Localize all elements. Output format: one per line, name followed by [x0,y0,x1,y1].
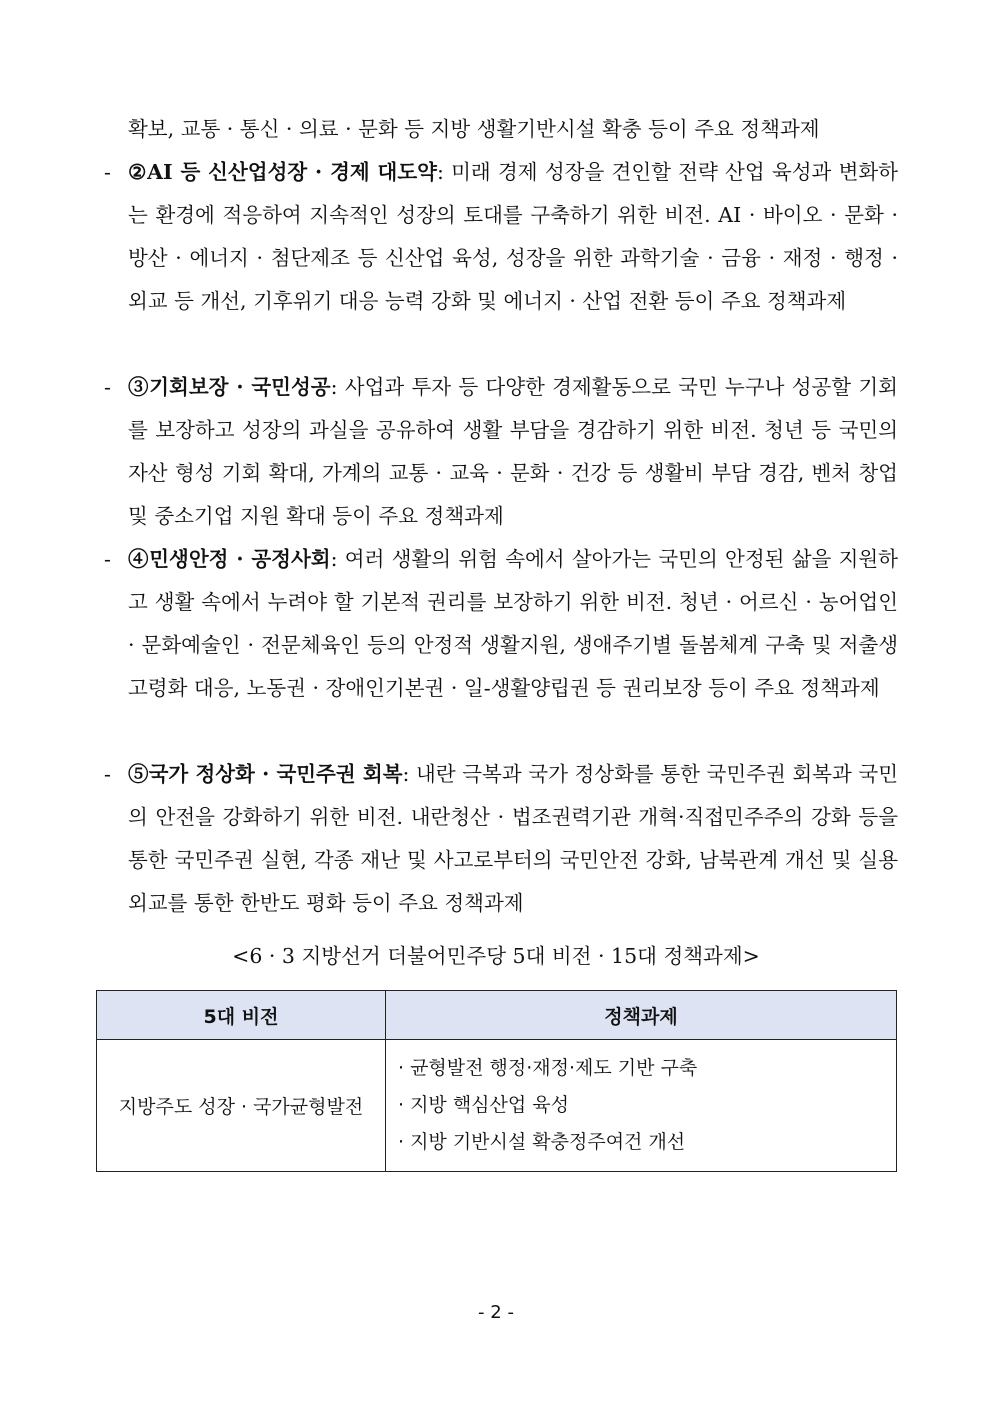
vision-item-3 [104,366,898,538]
vision-item-5 [104,753,898,925]
vision-table [96,990,897,1172]
item-dash: - [104,375,111,399]
table-row [97,1040,897,1172]
item-dash: - [104,762,111,786]
item-title: ③기회보장 · 국민성공 [128,375,331,399]
table-header-row [97,991,897,1040]
task-item: · 균형발전 행정·재정·제도 기반 구축 [398,1057,698,1079]
vision-item-4 [104,538,898,710]
vision-item-2 [104,151,898,323]
vision-cell: 지방주도 성장 · 국가균형발전 [97,1040,386,1172]
task-item: · 지방 기반시설 확충정주여건 개선 [398,1131,686,1153]
continuation-line: 확보, 교통 · 통신 · 의료 · 문화 등 지방 생활기반시설 확충 등이 주요 정책과제 [128,117,820,141]
table-caption: <6 · 3 지방선거 더불어민주당 5대 비전 · 15대 정책과제> [232,944,760,968]
item-text: : 사업과 투자 등 다양한 경제활동으로 국민 누구나 성공할 기회를 보장하고 성장의 과실을 공유하여 생활 부담을 경감하기 위한 비전. 청년 등 국민의 자산 형성 기회 확대, 가계의 교통 · 교육 · 문화 · 건강 등 생활비 부담 경감, 벤처 창업 및 중소기업 지원 확대 등이 주요 정책과제 [128,375,898,528]
item-text: : 내란 극복과 국가 정상화를 통한 국민주권 회복과 국민의 안전을 강화하기 위한 비전. 내란청산 · 법조권력기관 개혁·직접민주주의 강화 등을 통한 국민주권 실현, 각종 재난 및 사고로부터의 국민안전 강화, 남북관계 개선 및 실용외교를 통한 한반도 평화 등이 주요 정책과제 [128,762,898,915]
item-title: ②AI 등 신산업성장 · 경제 대도약 [128,160,437,184]
item-text: : 미래 경제 성장을 견인할 전략 산업 육성과 변화하는 환경에 적응하여 지속적인 성장의 토대를 구축하기 위한 비전. AI · 바이오 · 문화 · 방산 · 에너지 · 첨단제조 등 신산업 육성, 성장을 위한 과학기술 · 금융 · 재정 · 행정 · 외교 등 개선, 기후위기 대응 능력 강화 및 에너지 · 산업 전환 등이 주요 정책과제 [128,160,898,313]
item-dash: - [104,160,111,184]
page-number: - 2 - [478,1302,514,1323]
header-vision: 5대 비전 [97,991,386,1040]
task-item: · 지방 핵심산업 육성 [398,1094,569,1116]
header-tasks: 정책과제 [386,991,897,1040]
item-dash: - [104,547,111,571]
item-text: : 여러 생활의 위험 속에서 살아가는 국민의 안정된 삶을 지원하고 생활 속에서 누려야 할 기본적 권리를 보장하기 위한 비전. 청년 · 어르신 · 농어업인 · 문화예술인 · 전문체육인 등의 안정적 생활지원, 생애주기별 돌봄체계 구축 및 저출생고령화 대응, 노동권 · 장애인기본권 · 일-생활양립권 등 권리보장 등이 주요 정책과제 [128,547,898,700]
tasks-cell [386,1040,897,1172]
item-title: ⑤국가 정상화 · 국민주권 회복 [128,762,403,786]
item-title: ④민생안정 · 공정사회 [128,547,331,571]
